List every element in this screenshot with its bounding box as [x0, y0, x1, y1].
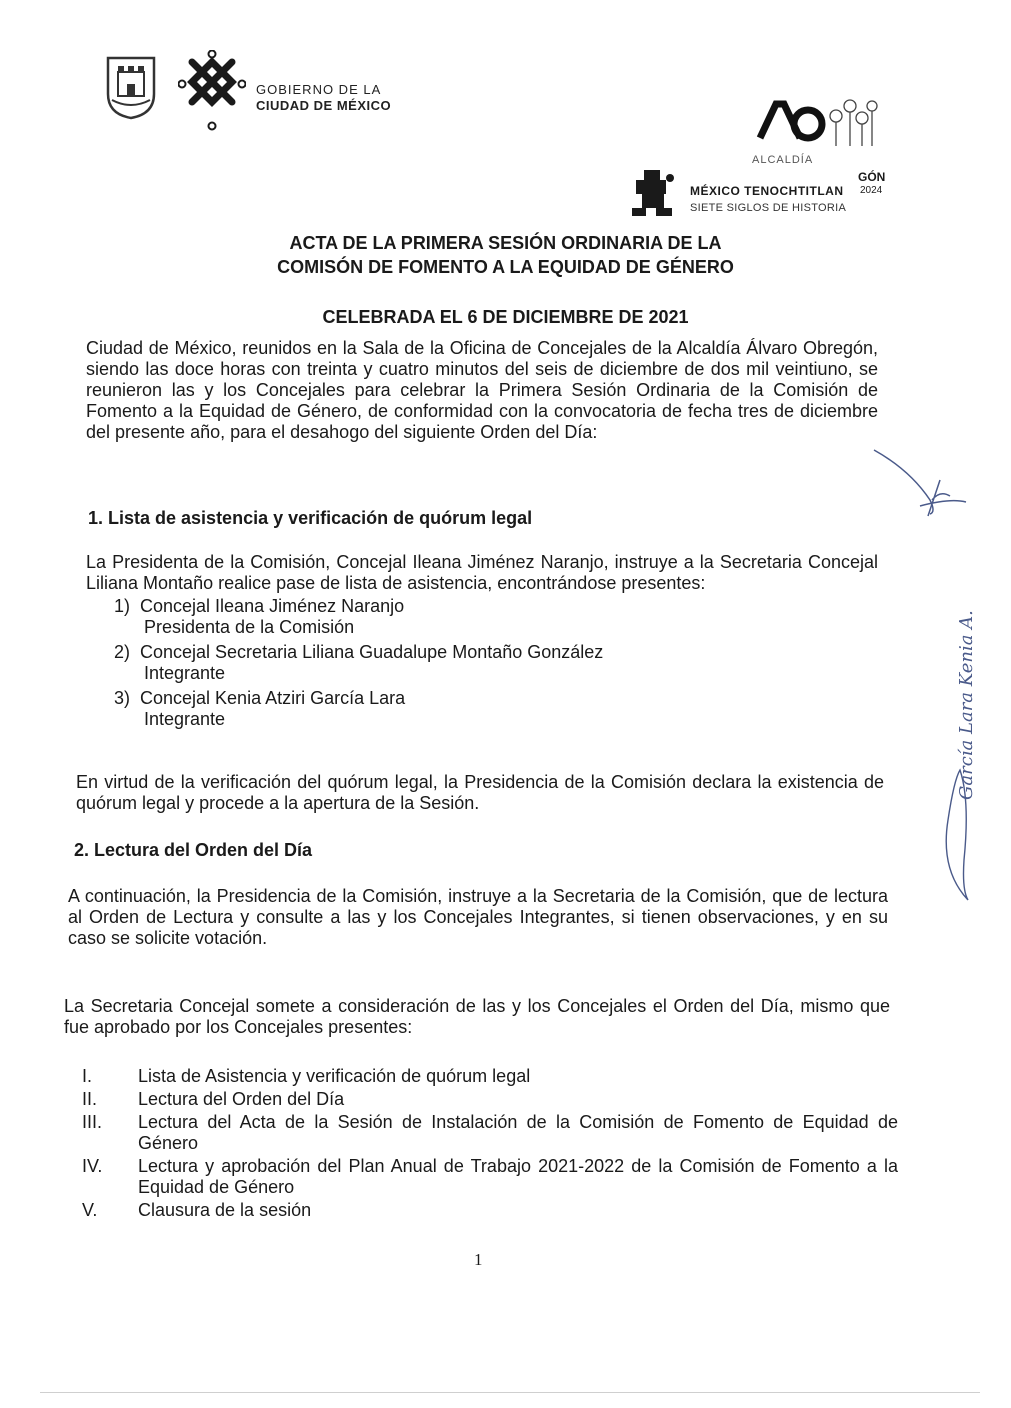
- order-item-number: III.: [82, 1112, 103, 1132]
- attendee-number: 1): [114, 596, 131, 616]
- order-item-text: Lista de Asistencia y verificación de quórum legal: [138, 1066, 531, 1086]
- order-item-text: Clausura de la sesión: [138, 1200, 312, 1220]
- tenochtitlan-glyph-logo: [626, 166, 682, 222]
- siete-siglos-text: SIETE SIGLOS DE HISTORIA: [690, 202, 847, 214]
- attendee-role: Presidenta de la Comisión: [144, 617, 355, 637]
- attendee-role: Integrante: [144, 663, 226, 683]
- attendee-number: 2): [114, 642, 131, 662]
- year-text: 2024: [860, 185, 883, 196]
- government-line2: CIUDAD DE MÉXICO: [256, 98, 392, 113]
- document-title-line1: ACTA DE LA PRIMERA SESIÓN ORDINARIA DE LA: [289, 233, 722, 253]
- order-item: [82, 1112, 898, 1154]
- attendee-list: [114, 596, 834, 730]
- handwritten-margin-signature: [930, 570, 1000, 910]
- order-item: [82, 1066, 898, 1087]
- cdmx-coat-of-arms-logo: [104, 54, 158, 120]
- gon-text: GÓN: [858, 170, 886, 184]
- government-name: [256, 82, 391, 114]
- order-item-text: Lectura y aprobación del Plan Anual de Trabajo 2021-2022 de la Comisión de Fomento a la Equidad de Género: [138, 1156, 898, 1197]
- order-item: [82, 1089, 898, 1110]
- document-title-line2: COMISÓN DE FOMENTO A LA EQUIDAD DE GÉNERO: [277, 257, 734, 277]
- order-item-text: Lectura del Acta de la Sesión de Instalación de la Comisión de Fomento de Equidad de Género: [138, 1112, 898, 1153]
- government-line1: GOBIERNO DE LA: [256, 82, 382, 97]
- attendee-role: Integrante: [144, 709, 226, 729]
- attendee-number: 3): [114, 688, 131, 708]
- attendee-name: Concejal Kenia Atziri García Lara: [140, 688, 406, 708]
- section1-paragraph: La Presidenta de la Comisión, Concejal Ileana Jiménez Naranjo, instruye a la Secretaria Concejal Liliana Montaño realice pase de lista de asistencia, encontrándose presentes:: [86, 552, 878, 593]
- attendee-item: [114, 642, 834, 663]
- order-item: [82, 1200, 898, 1221]
- svg-text:García Lara Kenia A.: García Lara Kenia A.: [956, 610, 977, 800]
- section2-paragraph1: A continuación, la Presidencia de la Comisión, instruye a la Secretaria de la Comisión, que de lectura al Orden de Lectura y consulte a las y los Concejales Integrantes, si tienen observaciones, y en su caso se solicite votación.: [68, 886, 888, 948]
- order-item: [82, 1156, 898, 1198]
- bottom-scan-line: [40, 1392, 980, 1393]
- section1-heading: 1. Lista de asistencia y verificación de quórum legal: [88, 508, 533, 528]
- document-date-line: CELEBRADA EL 6 DE DICIEMBRE DE 2021: [322, 307, 689, 327]
- alcaldia-logo: [754, 96, 884, 162]
- order-item-number: I.: [82, 1066, 93, 1086]
- page-number: 1: [474, 1250, 483, 1269]
- section2-paragraph2: La Secretaria Concejal somete a consideración de las y los Concejales el Orden del Día, mismo que fue aprobado por los Concejales presentes:: [64, 996, 890, 1037]
- attendee-item: [114, 688, 834, 709]
- attendee-name: Concejal Ileana Jiménez Naranjo: [140, 596, 405, 616]
- order-of-day-list: [82, 1066, 898, 1221]
- section2-heading: 2. Lectura del Orden del Día: [74, 840, 313, 860]
- mexico-tenochtitlan-text: MÉXICO TENOCHTITLAN: [690, 184, 844, 198]
- alcaldia-partial-text: ALCALDÍA: [752, 154, 814, 166]
- attendee-item: [114, 596, 834, 617]
- quorum-paragraph: En virtud de la verificación del quórum legal, la Presidencia de la Comisión declara la existencia de quórum legal y procede a la apertura de la Sesión.: [76, 772, 884, 813]
- intro-paragraph: Ciudad de México, reunidos en la Sala de la Oficina de Concejales de la Alcaldía Álvaro Obregón, siendo las doce horas con treinta y cuatro minutos del seis de diciembre de dos mil veintiuno, se reunieron las y los Concejales para celebrar la Primera Sesión Ordinaria de la Comisión de Fomento a la Equidad de Género, de conformidad con la convocatoria de fecha tres de diciembre del presente año, para el desahogo del siguiente Orden del Día:: [86, 338, 878, 442]
- order-item-number: IV.: [82, 1156, 103, 1176]
- order-item-number: II.: [82, 1089, 98, 1109]
- cdmx-knot-logo: [178, 50, 246, 132]
- attendee-name: Concejal Secretaria Liliana Guadalupe Montaño González: [140, 642, 604, 662]
- handwritten-signature-mark: [870, 440, 980, 530]
- order-item-text: Lectura del Orden del Día: [138, 1089, 345, 1109]
- order-item-number: V.: [82, 1200, 98, 1220]
